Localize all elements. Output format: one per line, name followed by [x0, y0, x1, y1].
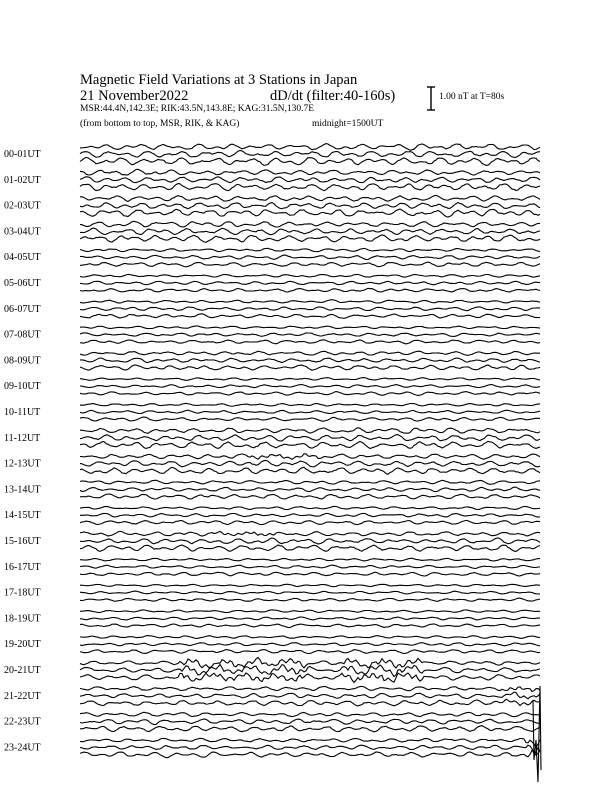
hour-label-06-07UT: 06-07UT [4, 303, 41, 315]
trace-07-08UT-MSR [80, 340, 540, 344]
hour-label-17-18UT: 17-18UT [4, 587, 41, 599]
hour-label-02-03UT: 02-03UT [4, 200, 41, 212]
trace-00-01UT-KAG [80, 144, 540, 151]
trace-05-06UT-MSR [80, 288, 540, 292]
trace-04-05UT-RIK [80, 255, 540, 259]
trace-09-10UT-KAG [80, 378, 540, 381]
trace-01-02UT-MSR [80, 184, 540, 191]
hour-label-19-20UT: 19-20UT [4, 639, 41, 651]
hour-label-20-21UT: 20-21UT [4, 665, 41, 676]
trace-13-14UT-KAG [80, 480, 540, 484]
trace-17-18UT-RIK [80, 591, 540, 594]
trace-14-15UT-RIK [80, 513, 540, 517]
hour-label-05-06UT: 05-06UT [4, 278, 41, 289]
trace-03-04UT-MSR [80, 235, 540, 242]
trace-09-10UT-MSR [80, 392, 540, 396]
trace-01-02UT-RIK [80, 177, 540, 183]
trace-17-18UT-MSR [80, 598, 540, 601]
trace-18-19UT-KAG [80, 610, 540, 613]
trace-03-04UT-RIK [80, 228, 540, 235]
trace-21-22UT-KAG [80, 686, 540, 691]
trace-16-17UT-RIK [80, 565, 540, 568]
trace-12-13UT-RIK [80, 460, 540, 466]
midnight-note: midnight=1500UT [312, 119, 384, 129]
trace-08-09UT-KAG [80, 351, 540, 355]
trace-14-15UT-KAG [80, 506, 540, 509]
chart-title: Magnetic Field Variations at 3 Stations in Japan [80, 72, 358, 88]
hour-label-11-12UT: 11-12UT [4, 432, 41, 444]
trace-07-08UT-RIK [80, 333, 540, 337]
trace-13-14UT-RIK [80, 487, 540, 492]
trace-11-12UT-KAG [80, 428, 540, 434]
hour-label-04-05UT: 04-05UT [4, 252, 41, 264]
chart-date: 21 November2022 [80, 88, 189, 104]
hour-label-23-24UT: 23-24UT [4, 742, 41, 754]
trace-17-18UT-KAG [80, 584, 540, 586]
trace-10-11UT-KAG [80, 403, 540, 406]
trace-06-07UT-MSR [80, 314, 540, 319]
trace-21-22UT-MSR [80, 699, 540, 706]
station-coordinates: MSR:44.4N,142.3E; RIK:43.5N,143.8E; KAG:31.5N,130.7E [80, 104, 315, 114]
trace-00-01UT-MSR [80, 157, 540, 165]
trace-16-17UT-KAG [80, 558, 540, 561]
trace-19-20UT-MSR [80, 650, 540, 654]
hour-label-09-10UT: 09-10UT [4, 381, 41, 393]
hour-label-18-19UT: 18-19UT [4, 613, 41, 625]
trace-05-06UT-KAG [80, 274, 540, 277]
trace-10-11UT-MSR [80, 417, 540, 421]
trace-19-20UT-KAG [80, 636, 540, 639]
hour-label-01-02UT: 01-02UT [4, 174, 41, 186]
trace-12-13UT-KAG [80, 454, 540, 460]
hour-label-16-17UT: 16-17UT [4, 561, 41, 573]
trace-13-14UT-MSR [80, 494, 540, 499]
station-order-note: (from bottom to top, MSR, RIK, & KAG) [80, 119, 240, 129]
scale-bar-label: 1.00 nT at T=80s [439, 92, 505, 102]
trace-01-02UT-KAG [80, 169, 540, 175]
hour-label-00-01UT: 00-01UT [4, 149, 41, 160]
trace-20-21UT-MSR [80, 673, 540, 682]
hour-label-08-09UT: 08-09UT [4, 355, 41, 367]
trace-23-24UT-MSR [80, 750, 540, 757]
trace-15-16UT-MSR [80, 545, 540, 551]
trace-14-15UT-MSR [80, 520, 540, 524]
trace-18-19UT-RIK [80, 617, 540, 620]
trace-03-04UT-KAG [80, 221, 540, 227]
trace-16-17UT-MSR [80, 572, 540, 576]
hour-label-21-22UT: 21-22UT [4, 690, 41, 702]
trace-08-09UT-RIK [80, 358, 540, 363]
hour-label-22-23UT: 22-23UT [4, 716, 41, 728]
hour-label-03-04UT: 03-04UT [4, 226, 41, 238]
trace-08-09UT-MSR [80, 365, 540, 370]
hour-label-07-08UT: 07-08UT [4, 329, 41, 341]
trace-15-16UT-KAG [80, 531, 540, 536]
trace-06-07UT-KAG [80, 300, 540, 303]
trace-11-12UT-MSR [80, 441, 540, 448]
trace-02-03UT-KAG [80, 195, 540, 201]
trace-05-06UT-RIK [80, 281, 540, 285]
trace-23-24UT-KAG [80, 738, 540, 747]
scale-bar [427, 87, 435, 110]
hour-label-10-11UT: 10-11UT [4, 407, 41, 418]
trace-22-23UT-RIK [80, 719, 540, 725]
trace-10-11UT-RIK [80, 410, 540, 413]
trace-18-19UT-MSR [80, 624, 540, 628]
trace-12-13UT-MSR [80, 467, 540, 474]
trace-22-23UT-MSR [80, 726, 540, 732]
trace-09-10UT-RIK [80, 385, 540, 388]
trace-22-23UT-KAG [80, 712, 540, 717]
trace-02-03UT-RIK [80, 203, 540, 209]
trace-15-16UT-RIK [80, 538, 540, 544]
chart-filter: dD/dt (filter:40-160s) [270, 88, 396, 104]
trace-02-03UT-MSR [80, 209, 540, 217]
trace-06-07UT-RIK [80, 307, 540, 311]
hour-label-13-14UT: 13-14UT [4, 484, 41, 496]
trace-04-05UT-MSR [80, 262, 540, 267]
hour-label-15-16UT: 15-16UT [4, 536, 41, 547]
trace-21-22UT-RIK [80, 692, 540, 699]
hour-label-12-13UT: 12-13UT [4, 458, 41, 470]
trace-00-01UT-RIK [80, 151, 540, 158]
trace-19-20UT-RIK [80, 643, 540, 646]
trace-07-08UT-KAG [80, 326, 540, 329]
trace-11-12UT-RIK [80, 435, 540, 441]
trace-04-05UT-KAG [80, 248, 540, 251]
hour-label-14-15UT: 14-15UT [4, 510, 41, 522]
